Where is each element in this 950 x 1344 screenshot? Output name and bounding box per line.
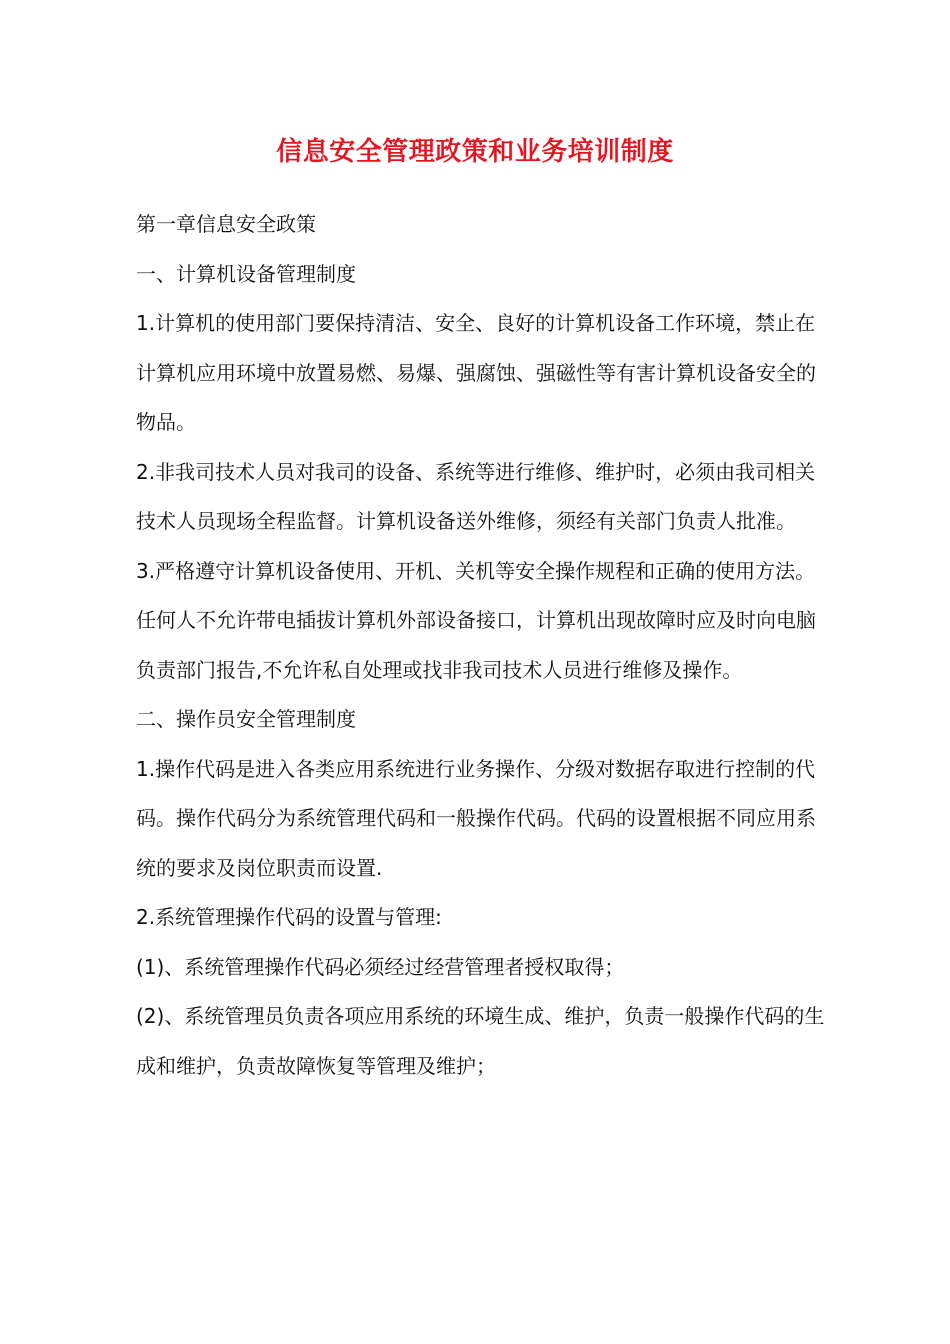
paragraph: 1.计算机的使用部门要保持清洁、安全、良好的计算机设备工作环境，禁止在计算机应用环境中放置易燃、易爆、强腐蚀、强磁性等有害计算机设备安全的物品。 <box>136 311 816 434</box>
section-heading: 二、操作员安全管理制度 <box>136 707 356 731</box>
list-item: (1)、系统管理操作代码必须经过经营管理者授权取得； <box>136 954 625 979</box>
paragraph: 2.非我司技术人员对我司的设备、系统等进行维修、维护时，必须由我司相关技术人员现场全程监督。计算机设备送外维修，须经有关部门负责人批准。 <box>136 459 816 533</box>
paragraph: 2.系统管理操作代码的设置与管理: <box>136 905 442 929</box>
section-heading: 一、计算机设备管理制度 <box>136 261 356 286</box>
list-item: (2)、系统管理员负责各项应用系统的环境生成、维护，负责一般操作代码的生成和维护，负责故障恢复等管理及维护； <box>136 1004 825 1078</box>
paragraph: 1.操作代码是进入各类应用系统进行业务操作、分级对数据存取进行控制的代码。操作代码分为系统管理代码和一般操作代码。代码的设置根据不同应用系统的要求及岗位职责而设置. <box>136 756 816 880</box>
document-body <box>136 200 826 1091</box>
chapter-heading: 第一章信息安全政策 <box>136 212 316 236</box>
paragraph: 3.严格遵守计算机设备使用、开机、关机等安全操作规程和正确的使用方法。任何人不允许带电插拔计算机外部设备接口，计算机出现故障时应及时向电脑负责部门报告,不允许私自处理或找非我司技术人员进行维修及操作。 <box>136 558 816 682</box>
document-title: 信息安全管理政策和业务培训制度 <box>276 137 674 167</box>
